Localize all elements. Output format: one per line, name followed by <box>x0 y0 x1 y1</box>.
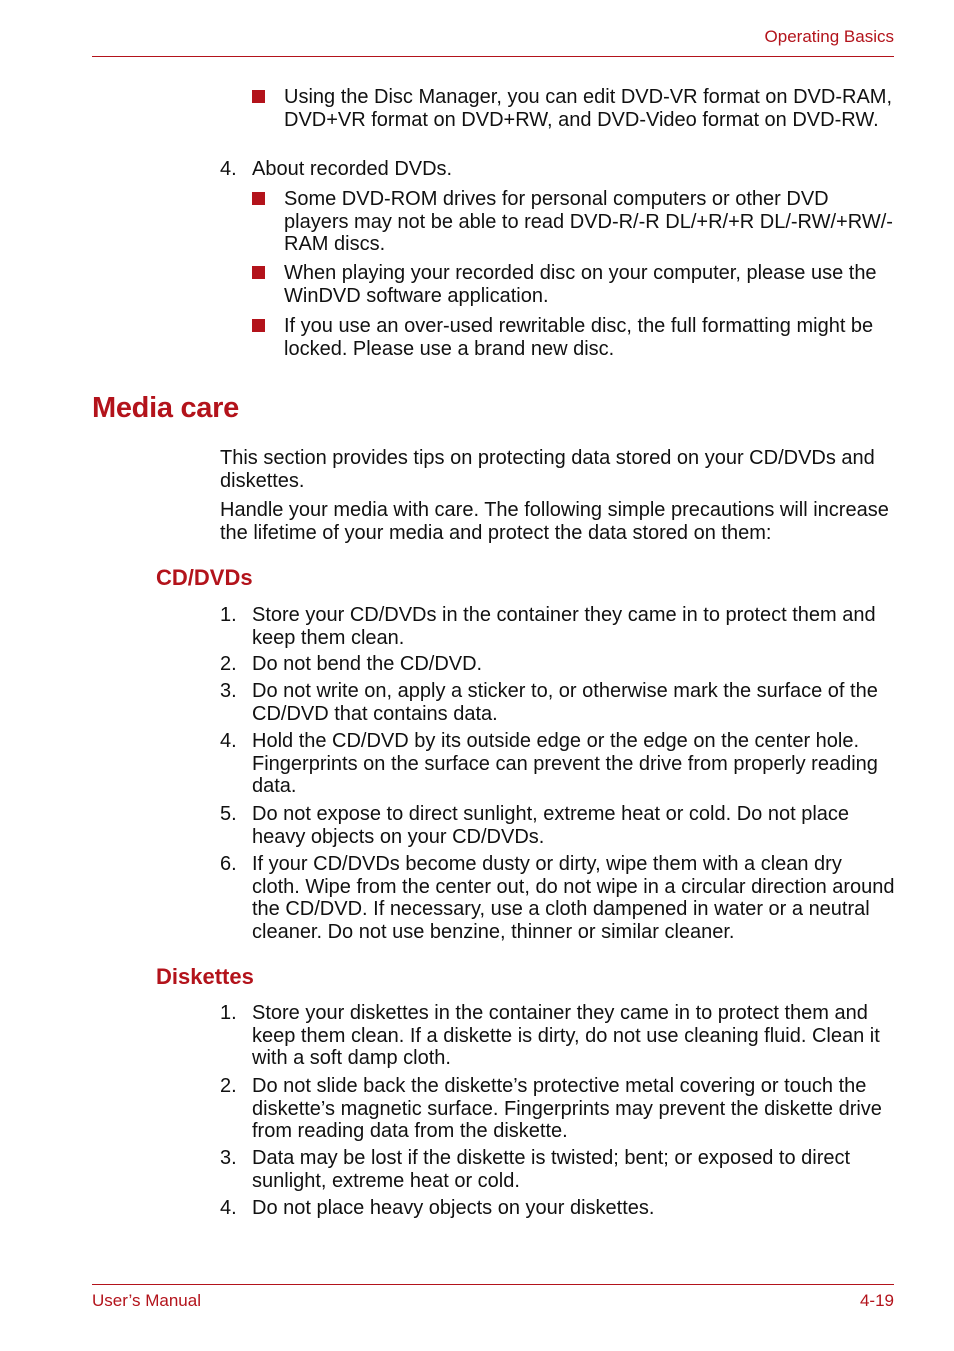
bullet-text: If you use an over-used rewritable disc, the full formatting might be locked. Please use a brand new disc. <box>284 315 874 360</box>
item-number: 2. <box>220 1075 237 1097</box>
item-text: About recorded DVDs. <box>252 158 453 180</box>
item-number: 6. <box>220 853 237 875</box>
item-number: 2. <box>220 653 237 675</box>
item-text: Do not place heavy objects on your diskettes. <box>252 1197 655 1219</box>
bullet-square-icon <box>252 90 265 103</box>
footer-page-number: 4-19 <box>859 1291 894 1310</box>
item-number: 1. <box>220 1002 237 1024</box>
header-section-title: Operating Basics <box>764 27 894 46</box>
diskette-list-item <box>220 1197 895 1220</box>
header-rule <box>92 56 894 57</box>
bullet-square-icon <box>252 192 265 205</box>
footer-manual-title: User’s Manual <box>92 1291 201 1310</box>
item-number: 1. <box>220 604 237 626</box>
bullet-square-icon <box>252 319 265 332</box>
cddvd-list-item <box>220 853 895 943</box>
diskette-list-item <box>220 1002 895 1070</box>
bullet-item-windvd <box>252 262 897 307</box>
item-number: 5. <box>220 803 237 825</box>
item-text: Store your diskettes in the container they came in to protect them and keep them clean. If a diskette is dirty, do not use cleaning fluid. Clean it with a soft damp cloth. <box>252 1002 880 1069</box>
bullet-item-dvd-rom-drives <box>252 188 897 256</box>
item-text: Hold the CD/DVD by its outside edge or the edge on the center hole. Fingerprints on the surface can prevent the drive from properly reading data. <box>252 730 878 797</box>
bullet-text: Some DVD-ROM drives for personal computers or other DVD players may not be able to read DVD-R/-R DL/+R/+R DL/-RW/+RW/-RAM discs. <box>284 188 893 255</box>
item-number: 4. <box>220 730 237 752</box>
footer-rule <box>92 1284 894 1285</box>
subsection-title-diskettes: Diskettes <box>156 964 254 989</box>
intro-paragraph-1: This section provides tips on protecting data stored on your CD/DVDs and diskettes. <box>220 447 875 492</box>
cddvd-list-item <box>220 680 895 725</box>
bullet-square-icon <box>252 266 265 279</box>
item-text: Store your CD/DVDs in the container they came in to protect them and keep them clean. <box>252 604 876 649</box>
item-text: Data may be lost if the diskette is twisted; bent; or exposed to direct sunlight, extreme heat or cold. <box>252 1147 851 1192</box>
item-number: 4. <box>220 1197 237 1219</box>
bullet-text: When playing your recorded disc on your computer, please use the WinDVD software application. <box>284 262 877 307</box>
cddvd-list-item <box>220 730 895 798</box>
diskette-list-item <box>220 1147 895 1192</box>
item-text: If your CD/DVDs become dusty or dirty, wipe them with a clean dry cloth. Wipe from the center out, do not wipe in a circular direction around the CD/DVD. If necessary, use a cloth dampened in water or a neutral cleaner. Do not use benzine, thinner or similar cleaner. <box>252 853 895 943</box>
intro-paragraph-2: Handle your media with care. The following simple precautions will increase the lifetime of your media and protect the data stored on them: <box>220 499 889 544</box>
item-text: Do not slide back the diskette’s protective metal covering or touch the diskette’s magnetic surface. Fingerprints may prevent the diskette drive from reading data from the diskette. <box>252 1075 882 1142</box>
bullet-item-disc-manager <box>252 86 897 131</box>
cddvd-list-item <box>220 803 895 848</box>
item-text: Do not expose to direct sunlight, extreme heat or cold. Do not place heavy objects on your CD/DVDs. <box>252 803 850 848</box>
item-number: 4. <box>220 158 237 180</box>
cddvd-list-item <box>220 653 895 676</box>
item-text: Do not bend the CD/DVD. <box>252 653 483 675</box>
subsection-title-cddvds: CD/DVDs <box>156 565 253 590</box>
bullet-text: Using the Disc Manager, you can edit DVD-VR format on DVD-RAM, DVD+VR format on DVD+RW, and DVD-Video format on DVD-RW. <box>284 86 892 131</box>
section-title-media-care: Media care <box>92 392 239 424</box>
item-text: Do not write on, apply a sticker to, or otherwise mark the surface of the CD/DVD that contains data. <box>252 680 878 725</box>
cddvd-list-item <box>220 604 895 649</box>
diskette-list-item <box>220 1075 895 1143</box>
bullet-item-rewritable-disc <box>252 315 897 360</box>
item-number: 3. <box>220 680 237 702</box>
item-number: 3. <box>220 1147 237 1169</box>
numbered-item-about-recorded-dvds <box>220 158 895 181</box>
